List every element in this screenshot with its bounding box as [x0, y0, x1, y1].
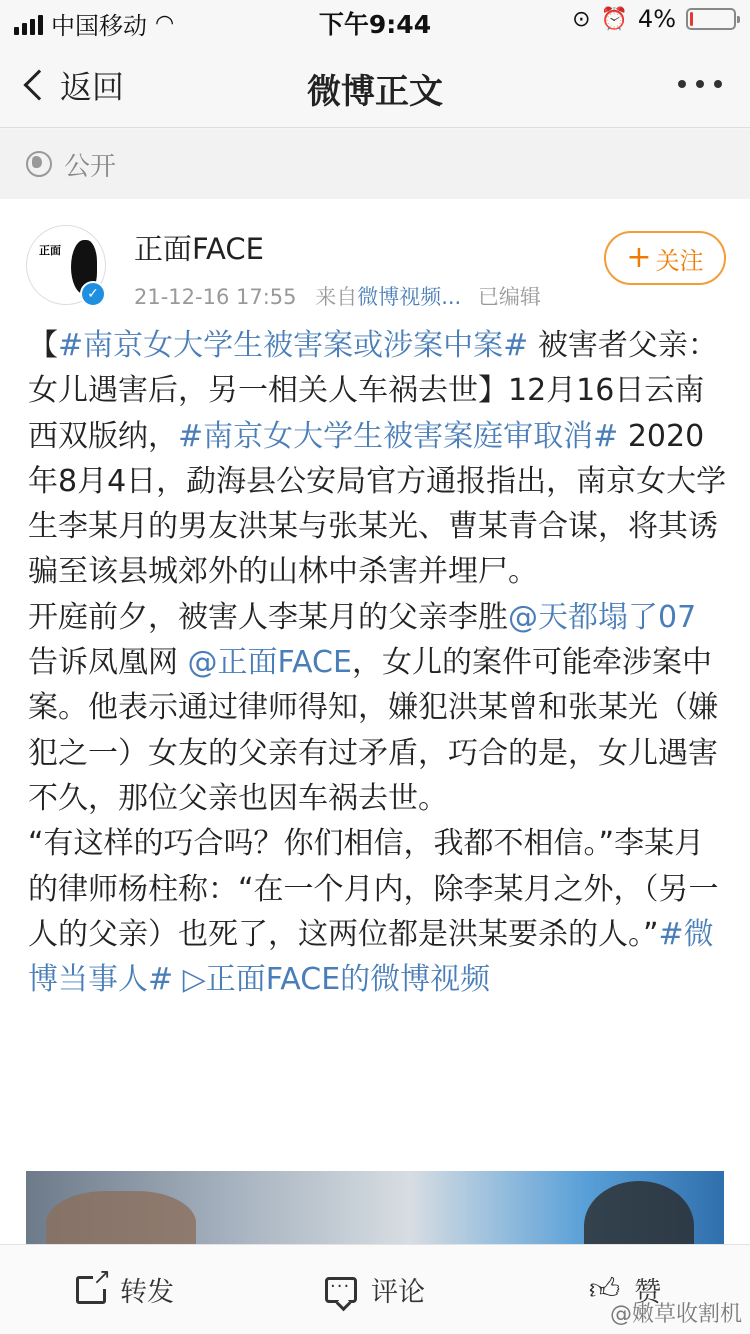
- carrier-label: 中国移动: [51, 12, 147, 40]
- like-label: 赞: [634, 1277, 662, 1308]
- comment-icon: [325, 1277, 357, 1303]
- post-meta: [134, 281, 541, 311]
- more-options-icon[interactable]: [678, 80, 722, 88]
- post-video-thumbnail[interactable]: [26, 1171, 724, 1244]
- plus-icon: +: [626, 240, 652, 275]
- post-text-segment: 告诉凤凰网: [28, 645, 188, 681]
- comment-button[interactable]: [250, 1245, 500, 1334]
- share-icon: [76, 1276, 106, 1304]
- privacy-row: [0, 129, 750, 199]
- repost-label: 转发: [120, 1277, 174, 1308]
- thumbs-up-icon: 👍︎: [588, 1271, 621, 1307]
- battery-icon: [686, 8, 736, 30]
- post-text-segment: [173, 962, 183, 997]
- alarm-icon: ⏰: [600, 6, 628, 32]
- post-link[interactable]: @正面FACE: [187, 645, 352, 681]
- source-prefix: 来自: [315, 285, 358, 309]
- post-link[interactable]: ▷正面FACE的微博视频: [182, 962, 491, 998]
- verified-badge-icon: ✓: [80, 281, 106, 307]
- post-text-segment: 被害者父亲： 女儿遇害后，另一相关人车祸去世】12月16日云南西双版纳，: [28, 328, 718, 454]
- post-text-segment: 2020年8月4日，勐海县公安局官方通报指出，南京女大学生李某月的男友洪某与张某光、曹某青合谋，将其诱骗至该县城郊外的山林中杀害并埋尸。: [28, 418, 727, 590]
- post-timestamp: 21-12-16 17:55: [134, 285, 297, 309]
- post-source-link[interactable]: 微博视频...: [357, 285, 462, 309]
- post-body: [28, 323, 728, 1002]
- globe-icon: [26, 151, 52, 177]
- battery-fill: [690, 12, 693, 26]
- post-text-segment: ，女儿的案件可能牵涉案中案。他表示通过律师得知，嫌犯洪某曾和张某光（嫌犯之一）女友的父亲有过矛盾，巧合的是，女儿遇害不久，那位父亲也因车祸去世。: [28, 645, 718, 816]
- post-link[interactable]: #南京女大学生被害案庭审取消#: [178, 418, 619, 454]
- follow-button[interactable]: [604, 231, 726, 285]
- follow-label: 关注: [655, 246, 704, 275]
- post-card: [0, 199, 750, 1244]
- battery-percent: 4%: [637, 5, 676, 33]
- repost-button[interactable]: [0, 1245, 250, 1334]
- comment-label: 评论: [371, 1277, 425, 1308]
- post-link[interactable]: #微博当事人#: [28, 916, 714, 998]
- post-link[interactable]: #南京女大学生被害案或涉案中案#: [58, 328, 529, 363]
- post-text-segment: 开庭前夕，被害人李某月的父亲李胜: [28, 599, 508, 635]
- post-text-segment: 【: [28, 328, 58, 363]
- status-bar: [0, 0, 750, 40]
- post-text-segment: “有这样的巧合吗？你们相信，我都不相信。”李某月的律师杨柱称：“在一个月内，除李某月之外，（另一人的父亲）也死了，这两位都是洪某要杀的人。”: [28, 826, 719, 952]
- username[interactable]: 正面FACE: [134, 232, 264, 266]
- wifi-icon: ◠: [155, 11, 175, 36]
- page-title: 微博正文: [307, 72, 443, 112]
- edited-label: 已编辑: [477, 285, 541, 309]
- privacy-label: 公开: [64, 151, 117, 182]
- nav-bar: [0, 40, 750, 128]
- rotation-lock-icon: ⊙: [572, 6, 591, 32]
- status-time: 下午9:44: [318, 10, 432, 39]
- watermark: @嫩草收割机: [609, 1302, 742, 1327]
- avatar-logo-text: 正面: [39, 244, 61, 257]
- status-right: [572, 5, 736, 33]
- post-link[interactable]: @天都塌了07: [508, 599, 697, 635]
- back-label: 返回: [60, 68, 125, 106]
